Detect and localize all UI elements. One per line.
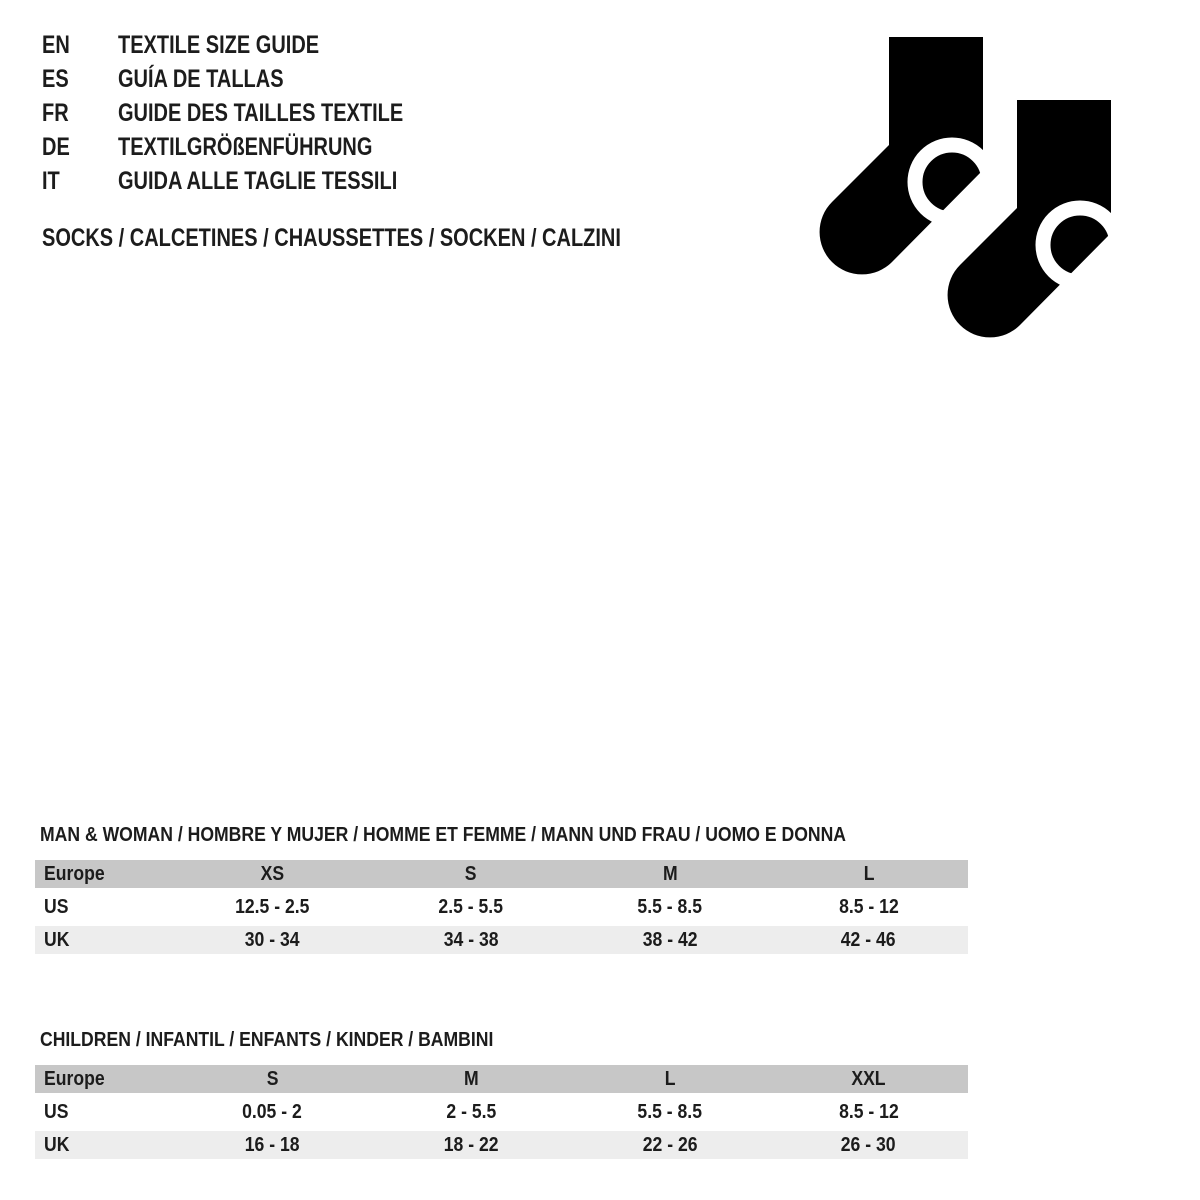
- language-row: [42, 96, 475, 130]
- size-cell: 22 - 26: [642, 1133, 698, 1156]
- socks-icon: [815, 30, 1130, 350]
- column-header: S: [465, 862, 477, 885]
- size-cell: 18 - 22: [443, 1133, 499, 1156]
- size-table-children: [35, 1029, 968, 1164]
- column-header: Europe: [44, 862, 105, 885]
- language-row: [42, 28, 475, 62]
- size-cell: 8.5 - 12: [838, 895, 899, 918]
- language-code: ES: [42, 64, 69, 93]
- table-title: MAN & WOMAN / HOMBRE Y MUJER / HOMME ET FEMME / MANN UND FRAU / UOMO E DONNA: [40, 824, 847, 846]
- size-cell: 42 - 46: [841, 928, 897, 951]
- language-title: GUIDA ALLE TAGLIE TESSILI: [118, 166, 398, 195]
- language-code: IT: [42, 166, 60, 195]
- table-row: [35, 1098, 968, 1126]
- region-label: UK: [44, 928, 70, 951]
- language-row: [42, 130, 475, 164]
- size-table-man-woman: [35, 824, 968, 959]
- language-title: TEXTILE SIZE GUIDE: [118, 30, 320, 59]
- size-cell: 26 - 30: [841, 1133, 897, 1156]
- column-header: XS: [260, 862, 285, 885]
- table-title: CHILDREN / INFANTIL / ENFANTS / KINDER / BAMBINI: [40, 1029, 494, 1051]
- size-cell: 2.5 - 5.5: [438, 895, 504, 918]
- region-label: US: [44, 895, 69, 918]
- size-cell: 8.5 - 12: [838, 1100, 899, 1123]
- language-title: TEXTILGRÖßENFÜHRUNG: [118, 132, 373, 161]
- size-cell: 38 - 42: [642, 928, 698, 951]
- category-heading: SOCKS / CALCETINES / CHAUSSETTES / SOCKEN / CALZINI: [42, 223, 621, 252]
- size-cell: 30 - 34: [244, 928, 300, 951]
- size-cell: 34 - 38: [443, 928, 499, 951]
- language-code: DE: [42, 132, 70, 161]
- language-title-block: [42, 28, 475, 198]
- size-cell: 12.5 - 2.5: [235, 895, 310, 918]
- size-cell: 16 - 18: [244, 1133, 300, 1156]
- table-row: [35, 1131, 968, 1159]
- column-header: M: [463, 1067, 479, 1090]
- language-row: [42, 164, 475, 198]
- language-title: GUIDE DES TAILLES TEXTILE: [118, 98, 404, 127]
- size-cell: 2 - 5.5: [446, 1100, 497, 1123]
- size-cell: 0.05 - 2: [242, 1100, 303, 1123]
- column-header: Europe: [44, 1067, 105, 1090]
- column-header: S: [266, 1067, 279, 1090]
- region-label: UK: [44, 1133, 70, 1156]
- table-row: [35, 893, 968, 921]
- column-header: M: [662, 862, 678, 885]
- table-header-row: [35, 860, 968, 888]
- sock-left-icon: [820, 37, 989, 274]
- language-row: [42, 62, 475, 96]
- size-cell: 5.5 - 8.5: [637, 1100, 703, 1123]
- column-header: L: [664, 1067, 676, 1090]
- column-header: L: [863, 862, 875, 885]
- language-code: FR: [42, 98, 69, 127]
- language-title: GUÍA DE TALLAS: [118, 64, 284, 93]
- region-label: US: [44, 1100, 69, 1123]
- table-header-row: [35, 1065, 968, 1093]
- size-cell: 5.5 - 8.5: [637, 895, 703, 918]
- column-header: XXL: [851, 1067, 886, 1090]
- language-code: EN: [42, 30, 70, 59]
- table-row: [35, 926, 968, 954]
